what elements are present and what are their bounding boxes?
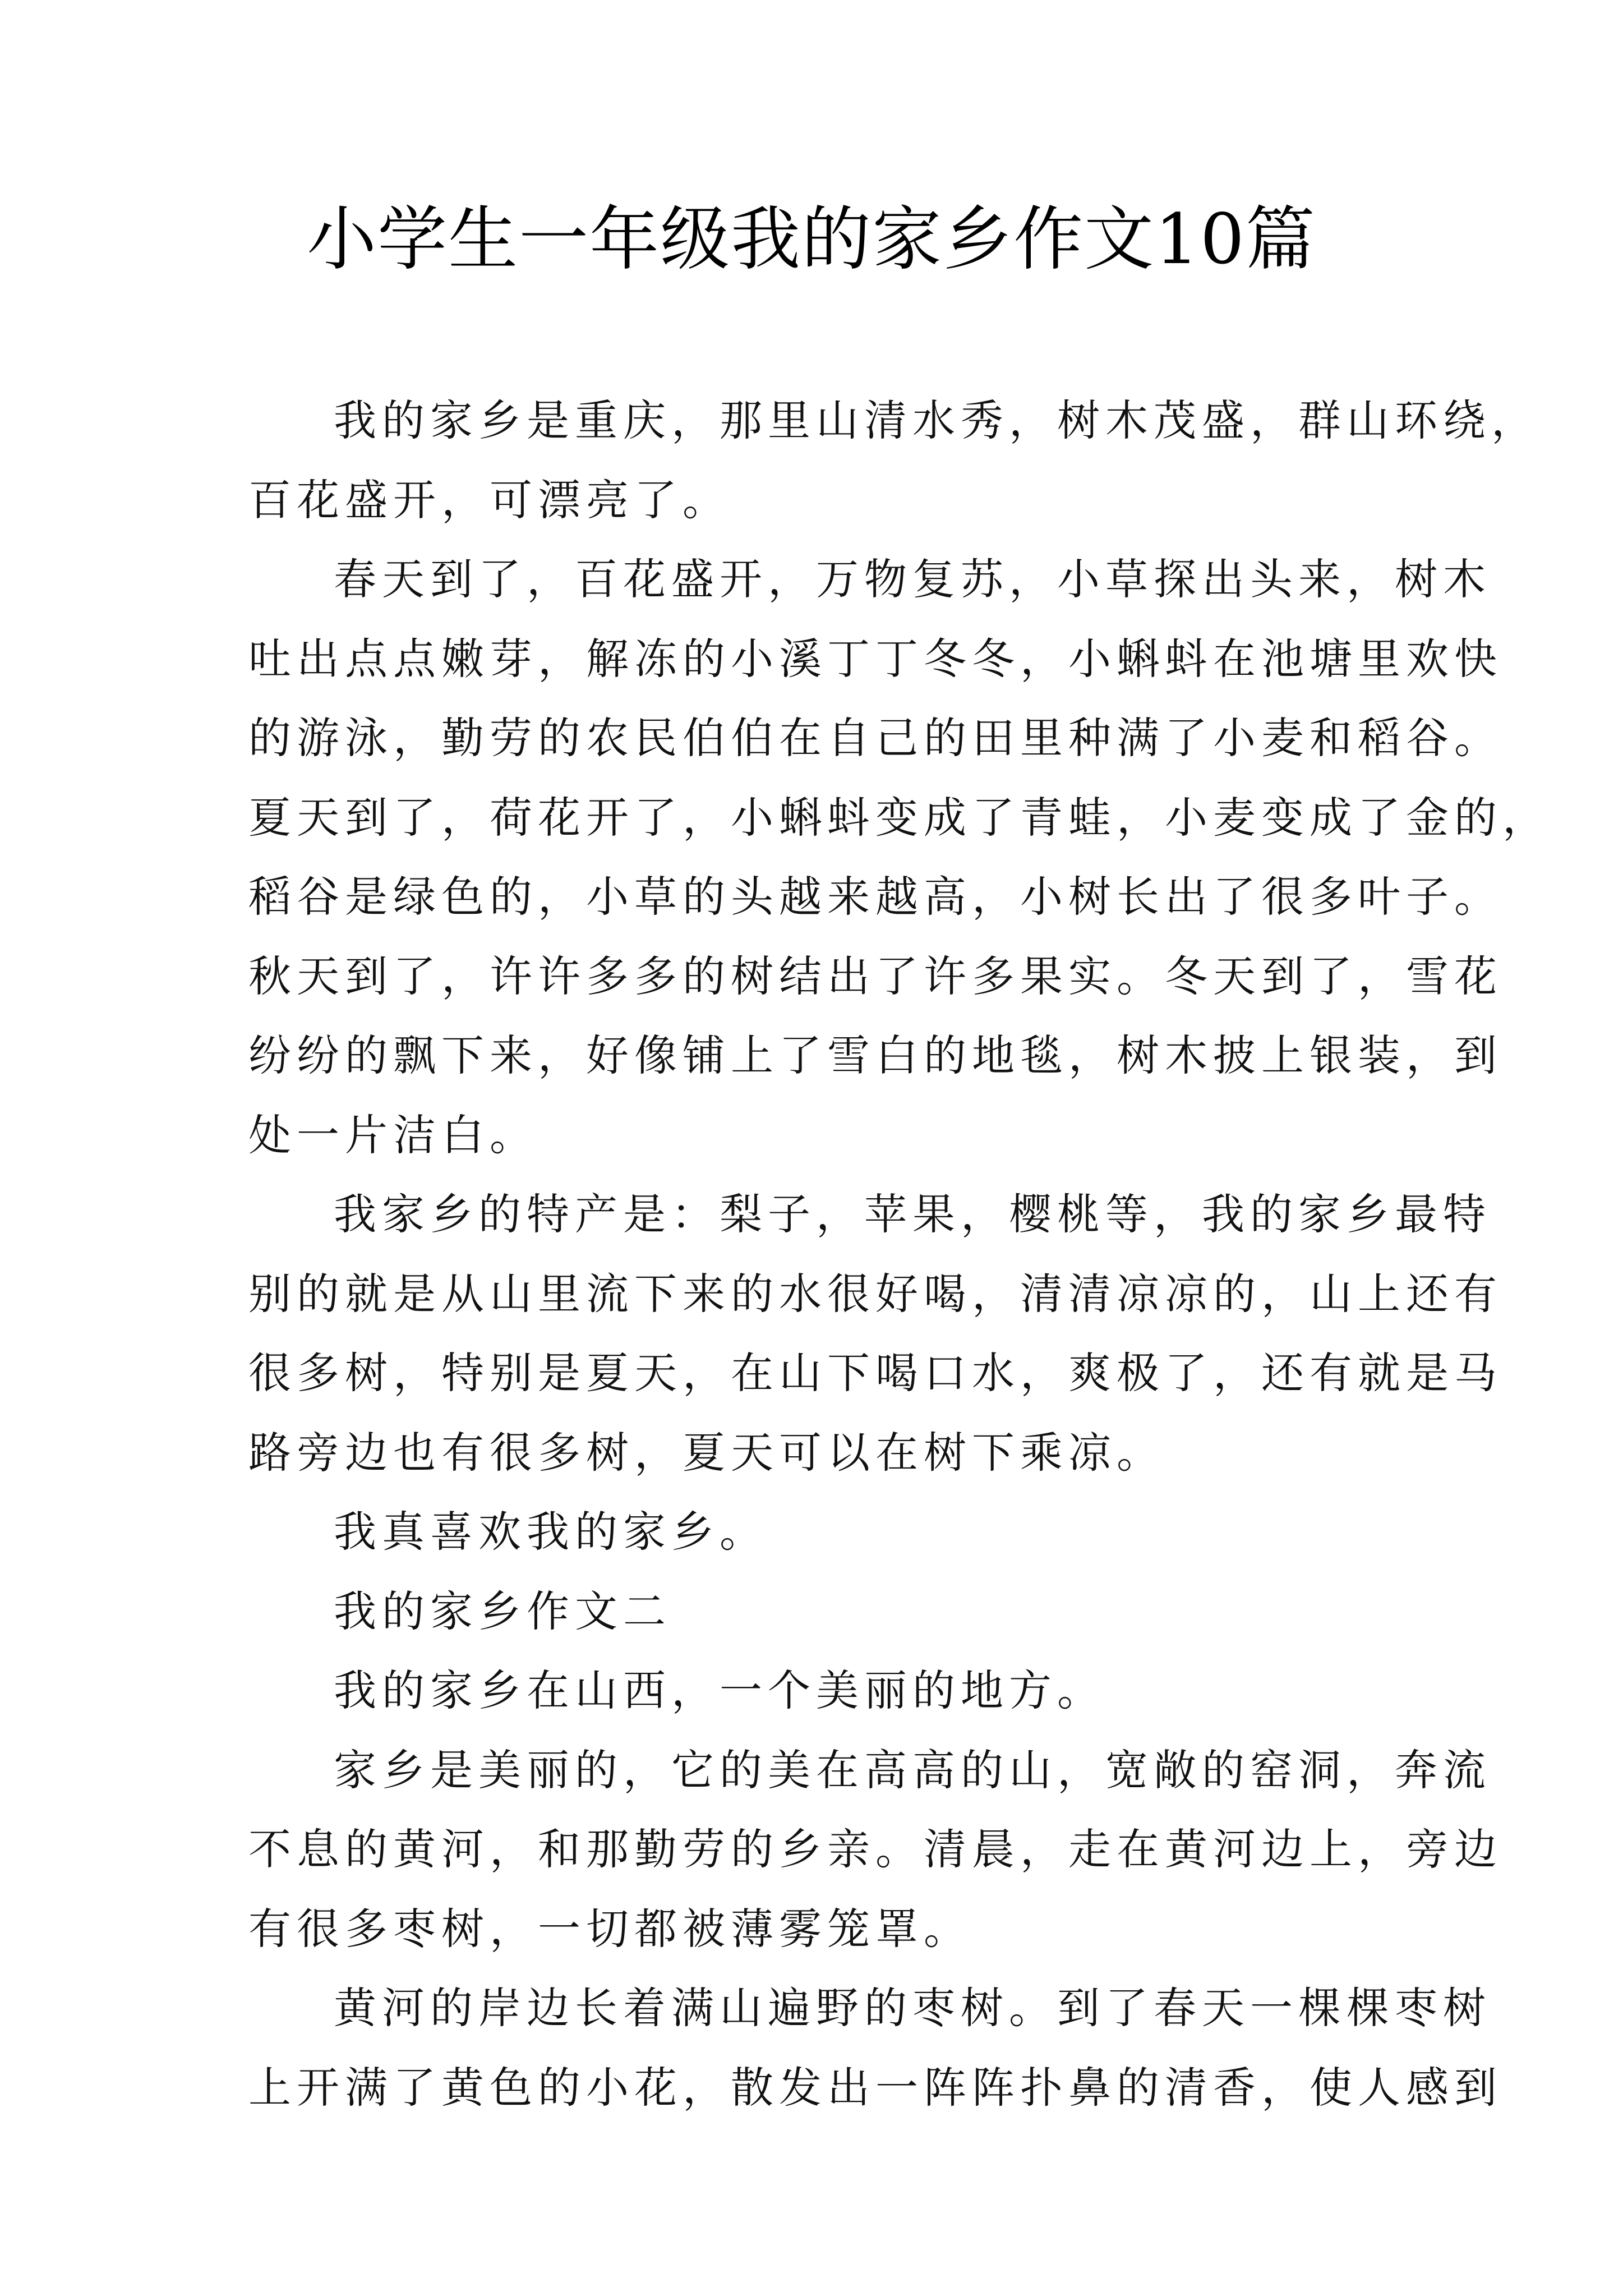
text-line: 秋天到了，许许多多的树结出了许多果实。冬天到了，雪花 xyxy=(248,951,1502,1001)
text-line: 不息的黄河，和那勤劳的乡亲。清晨，走在黄河边上，旁边 xyxy=(248,1824,1502,1874)
text-line: 黄河的岸边长着满山遍野的枣树。到了春天一棵棵枣树 xyxy=(334,1983,1491,2033)
text-line: 路旁边也有很多树，夏天可以在树下乘凉。 xyxy=(248,1427,1165,1478)
text-line: 很多树，特别是夏天，在山下喝口水，爽极了，还有就是马 xyxy=(248,1348,1502,1398)
text-line: 别的就是从山里流下来的水很好喝，清清凉凉的，山上还有 xyxy=(248,1268,1502,1319)
text-line: 我真喜欢我的家乡。 xyxy=(334,1507,768,1557)
text-line: 有很多枣树，一切都被薄雾笼罩。 xyxy=(248,1903,972,1954)
text-line: 稻谷是绿色的，小草的头越来越高，小树长出了很多叶子。 xyxy=(248,872,1502,922)
document-body xyxy=(248,381,1551,2127)
text-line: 吐出点点嫩芽，解冻的小溪丁丁冬冬，小蝌蚪在池塘里欢快 xyxy=(248,633,1502,684)
text-line: 上开满了黄色的小花，散发出一阵阵扑鼻的清香，使人感到 xyxy=(248,2062,1502,2113)
text-line: 我家乡的特产是：梨子，苹果，樱桃等，我的家乡最特 xyxy=(334,1189,1491,1239)
text-line: 的游泳，勤劳的农民伯伯在自己的田里种满了小麦和稻谷。 xyxy=(248,713,1502,763)
text-line: 春天到了，百花盛开，万物复苏，小草探出头来，树木 xyxy=(334,554,1491,604)
text-line: 纷纷的飘下来，好像铺上了雪白的地毯，树木披上银装，到 xyxy=(248,1030,1502,1080)
text-line: 我的家乡作文二 xyxy=(334,1586,671,1636)
text-line: 百花盛开，可漂亮了。 xyxy=(248,475,731,525)
text-line: 夏天到了，荷花开了，小蝌蚪变成了青蛙，小麦变成了金的， xyxy=(248,792,1551,843)
text-line: 家乡是美丽的，它的美在高高的山，宽敞的窑洞，奔流 xyxy=(334,1745,1491,1795)
text-line: 我的家乡是重庆，那里山清水秀，树木茂盛，群山环绕， xyxy=(334,395,1539,445)
text-line: 我的家乡在山西，一个美丽的地方。 xyxy=(334,1665,1105,1715)
document-title: 小学生一年级我的家乡作文10篇 xyxy=(307,199,1316,280)
text-line: 处一片洁白。 xyxy=(248,1110,538,1160)
